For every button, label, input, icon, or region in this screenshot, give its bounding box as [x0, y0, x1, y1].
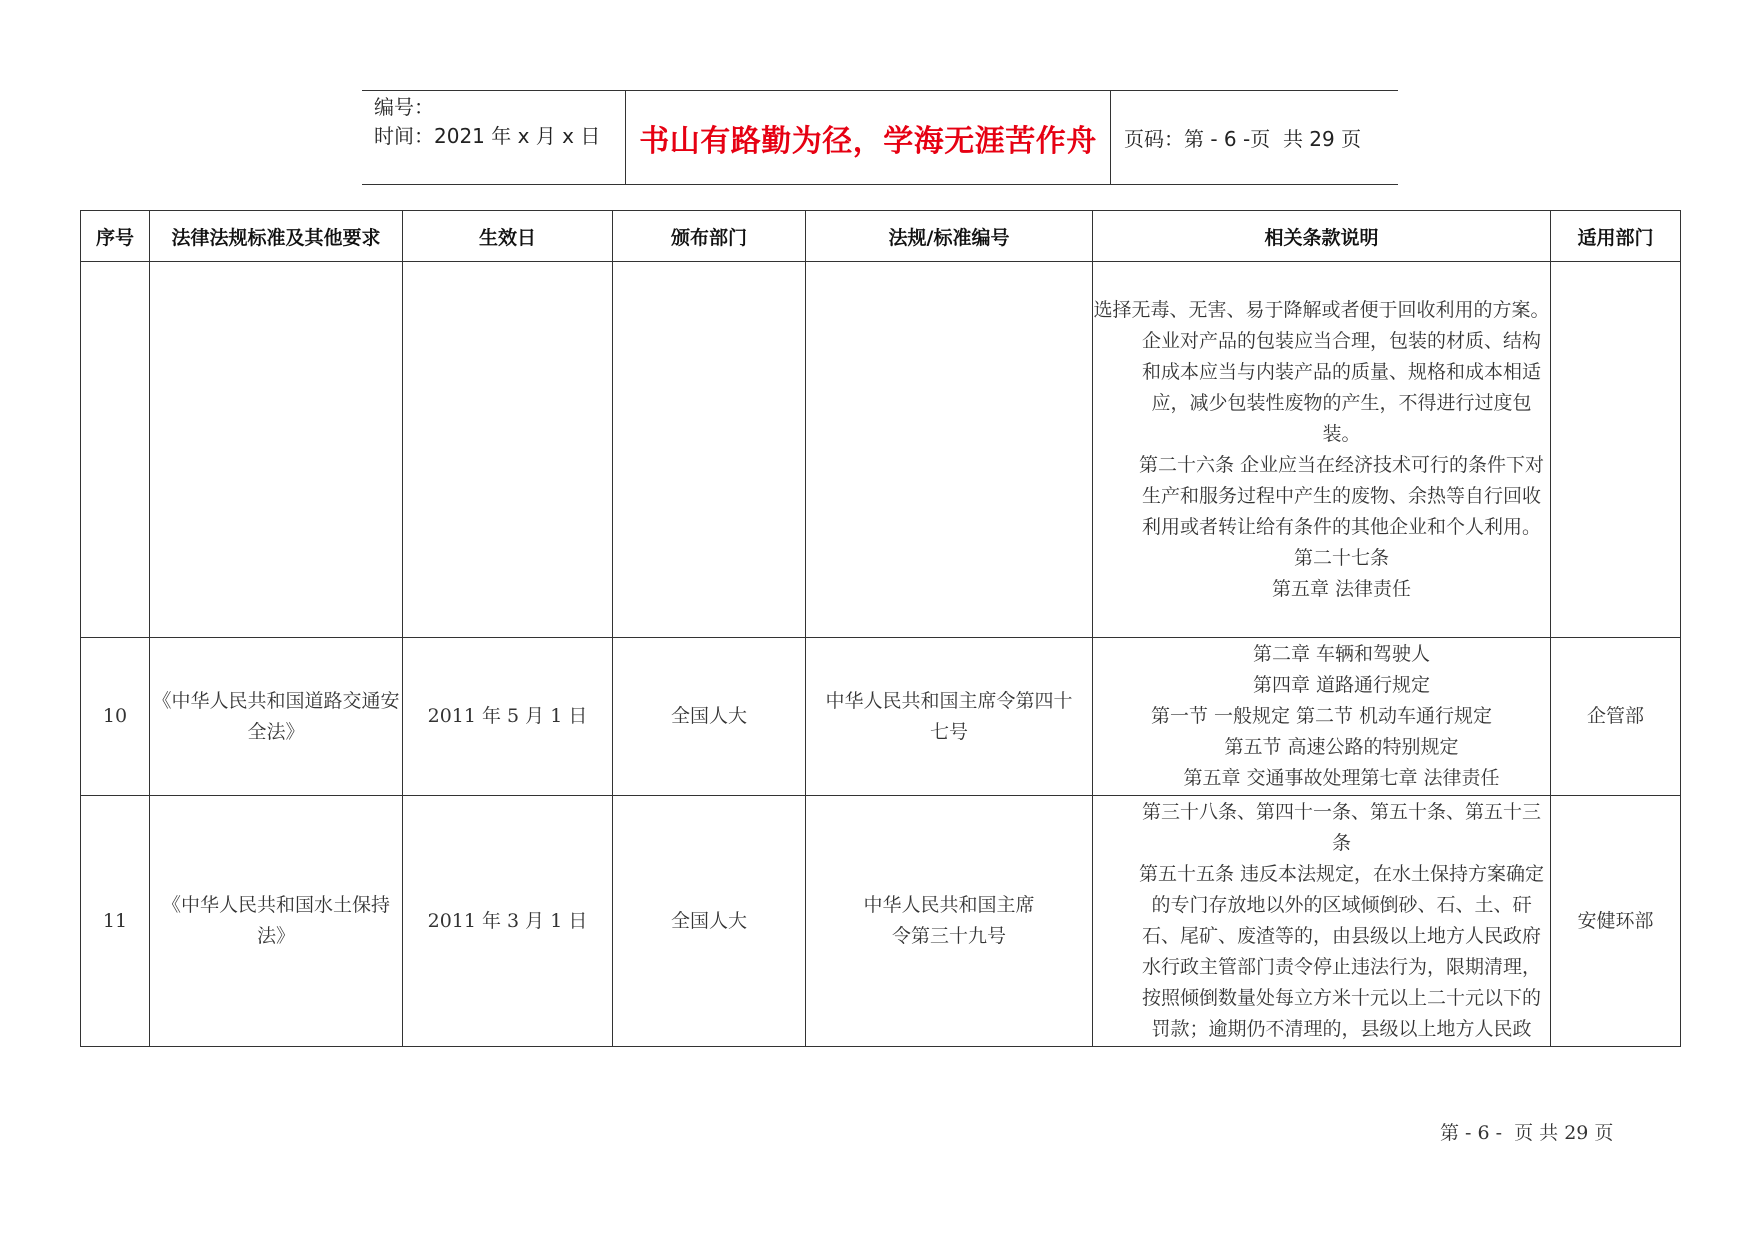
header-divider — [1110, 91, 1111, 184]
table-row — [81, 638, 1681, 796]
column-header-applicable-dept: 适用部门 — [1551, 211, 1681, 262]
cell-applicable-dept: 安健环部 — [1551, 796, 1681, 1047]
column-header-clauses: 相关条款说明 — [1093, 211, 1551, 262]
cell-issuing-dept — [613, 262, 806, 638]
column-header-regulation: 法律法规标准及其他要求 — [150, 211, 403, 262]
column-header-code: 法规/标准编号 — [806, 211, 1093, 262]
footer-page-number: 第 - 6 - 页 共 29 页 — [1440, 1122, 1614, 1144]
cell-code: 中华人民共和国主席令第三十九号 — [806, 796, 1093, 1047]
clause-text: 第三十八条、第四十一条、第五十条、第五十三条 — [1141, 801, 1541, 854]
column-header-issuing-dept: 颁布部门 — [613, 211, 806, 262]
clause-text: 第五章 交通事故处理第七章 法律责任 — [1183, 767, 1500, 789]
cell-effective-date — [403, 262, 613, 638]
cell-issuing-dept: 全国人大 — [613, 638, 806, 796]
document-number-label: 编号： — [374, 95, 434, 119]
header-motto: 书山有路勤为径，学海无涯苦作舟 — [639, 123, 1097, 159]
column-header-effective-date: 生效日 — [403, 211, 613, 262]
regulations-table — [80, 210, 1681, 1047]
cell-clauses — [1093, 638, 1551, 796]
cell-regulation: 《中华人民共和国水土保持法》 — [150, 796, 403, 1047]
cell-regulation: 《中华人民共和国道路交通安全法》 — [150, 638, 403, 796]
clause-text: 选择无毒、无害、易于降解或者便于回收利用的方案。 — [1093, 298, 1550, 321]
cell-no — [81, 262, 150, 638]
cell-issuing-dept: 全国人大 — [613, 796, 806, 1047]
cell-clauses — [1093, 262, 1551, 638]
cell-effective-date: 2011 年 5 月 1 日 — [403, 638, 613, 796]
cell-regulation — [150, 262, 403, 638]
header-meta — [374, 93, 614, 151]
table-row — [81, 796, 1681, 1047]
clause-text: 第四章 道路通行规定 — [1252, 674, 1431, 696]
header-page-number: 页码：第 - 6 -页 共 29 页 — [1124, 127, 1362, 151]
clause-text: 企业对产品的包装应当合理，包装的材质、结构和成本应当与内装产品的质量、规格和成本相适应，减少包装性废物的产生，不得进行过度包装。 — [1141, 329, 1541, 445]
cell-no: 10 — [81, 638, 150, 796]
cell-code: 中华人民共和国主席令第四十七号 — [806, 638, 1093, 796]
document-time-label: 时间：2021 年 x 月 x 日 — [374, 124, 601, 148]
clause-text: 第二十七条 — [1293, 546, 1389, 569]
clause-text: 第一节 一般规定 第二节 机动车通行规定 — [1150, 705, 1493, 727]
cell-no: 11 — [81, 796, 150, 1047]
table-row — [81, 262, 1681, 638]
clause-text: 第五十五条 违反本法规定，在水土保持方案确定的专门存放地以外的区域倾倒砂、石、土、矸石、尾矿、废渣等的，由县级以上地方人民政府水行政主管部门责令停止违法行为，限期清理，按照倾倒数量处每立方米十元以上二十元以下的罚款；逾期仍不清理的，县级以上地方人民政 — [1138, 863, 1545, 1040]
clause-text: 第二章 车辆和驾驶人 — [1252, 643, 1431, 665]
column-header-no: 序号 — [81, 211, 150, 262]
clause-text: 第五章 法律责任 — [1271, 577, 1412, 600]
document-header — [362, 90, 1398, 185]
cell-code — [806, 262, 1093, 638]
cell-clauses — [1093, 796, 1551, 1047]
clause-text: 第二十六条 企业应当在经济技术可行的条件下对生产和服务过程中产生的废物、余热等自行回收利用或者转让给有条件的其他企业和个人利用。 — [1138, 453, 1545, 538]
cell-applicable-dept: 企管部 — [1551, 638, 1681, 796]
cell-effective-date: 2011 年 3 月 1 日 — [403, 796, 613, 1047]
clause-text: 第五节 高速公路的特别规定 — [1224, 736, 1459, 758]
cell-applicable-dept — [1551, 262, 1681, 638]
table-header-row — [81, 211, 1681, 262]
